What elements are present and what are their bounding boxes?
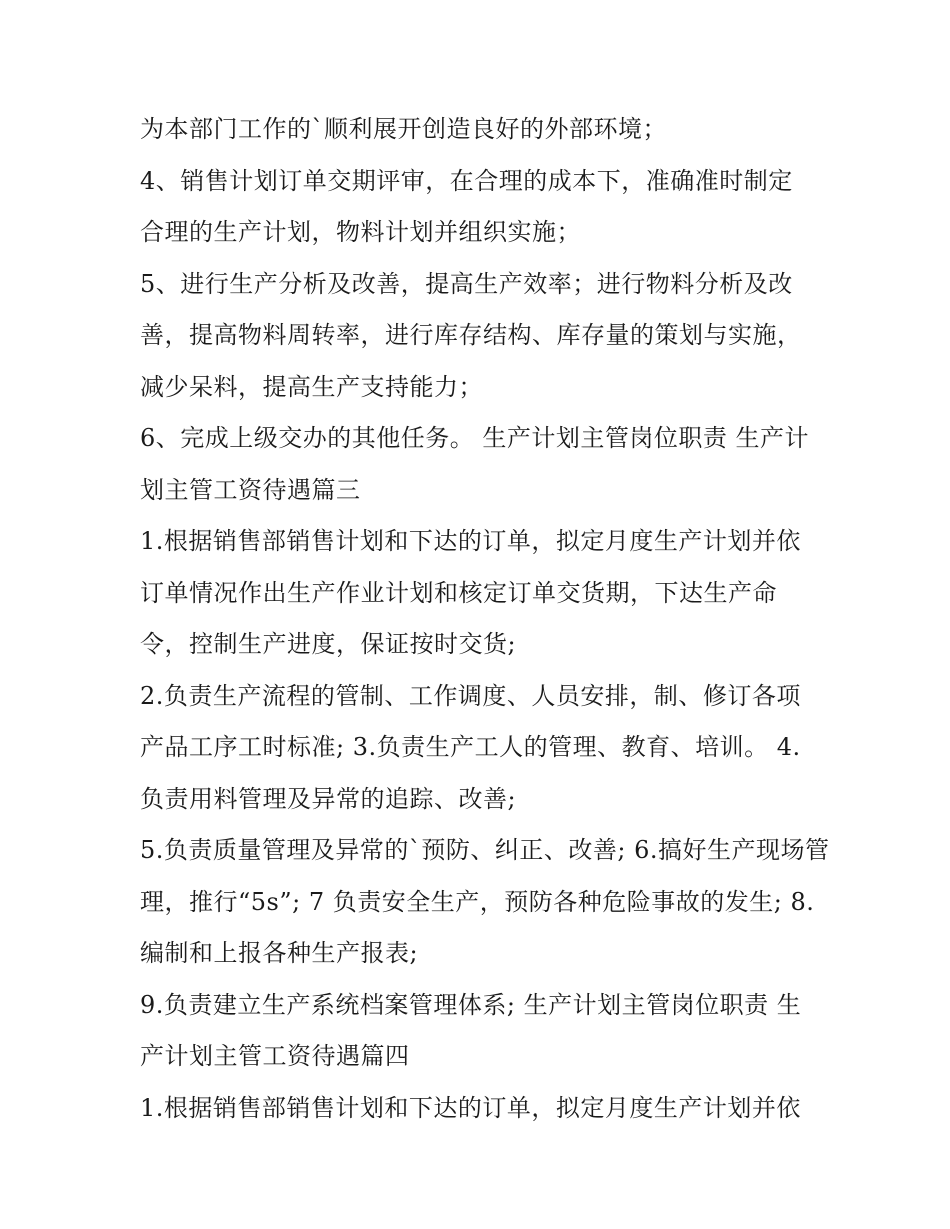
text-line: 9.负责建立生产系统档案管理体系; 生产计划主管岗位职责 生	[140, 990, 802, 1019]
text-line: 减少呆料，提高生产支持能力；	[140, 372, 483, 401]
text-line: 5、进行生产分析及改善，提高生产效率；进行物料分析及改	[140, 269, 793, 298]
text-line: 1.根据销售部销售计划和下达的订单，拟定月度生产计划并依	[140, 1093, 801, 1122]
text-line: 2.负责生产流程的管制、工作调度、人员安排，制、修订各项	[140, 681, 801, 710]
text-line: 1.根据销售部销售计划和下达的订单，拟定月度生产计划并依	[140, 527, 801, 555]
text-line: 合理的生产计划，物料计划并组织实施；	[140, 218, 581, 246]
text-line: 5.负责质量管理及异常的`预防、纠正、改善; 6.搞好生产现场管	[140, 836, 830, 864]
text-line: 划主管工资待遇篇三	[140, 475, 361, 504]
text-line: 负责用料管理及异常的追踪、改善;	[140, 784, 517, 813]
text-line: 4、销售计划订单交期评审，在合理的成本下，准确准时制定	[140, 166, 793, 195]
text-line: 令，控制生产进度，保证按时交货;	[140, 630, 517, 658]
text-line: 6、完成上级交办的其他任务。 生产计划主管岗位职责 生产计	[140, 424, 810, 452]
text-line: 为本部门工作的`顺利展开创造良好的外部环境；	[140, 115, 667, 143]
text-line: 编制和上报各种生产报表;	[140, 939, 419, 967]
text-line: 订单情况作出生产作业计划和核定订单交货期，下达生产命	[140, 578, 777, 607]
text-line: 产品工序工时标准; 3.负责生产工人的管理、教育、培训。 4.	[140, 733, 801, 761]
text-line: 产计划主管工资待遇篇四	[140, 1042, 410, 1070]
text-line: 理，推行“5s”; 7 负责安全生产，预防各种危险事故的发生; 8.	[140, 887, 815, 916]
text-line: 善，提高物料周转率，进行库存结构、库存量的策划与实施，	[140, 321, 802, 349]
document-body	[140, 104, 830, 1134]
